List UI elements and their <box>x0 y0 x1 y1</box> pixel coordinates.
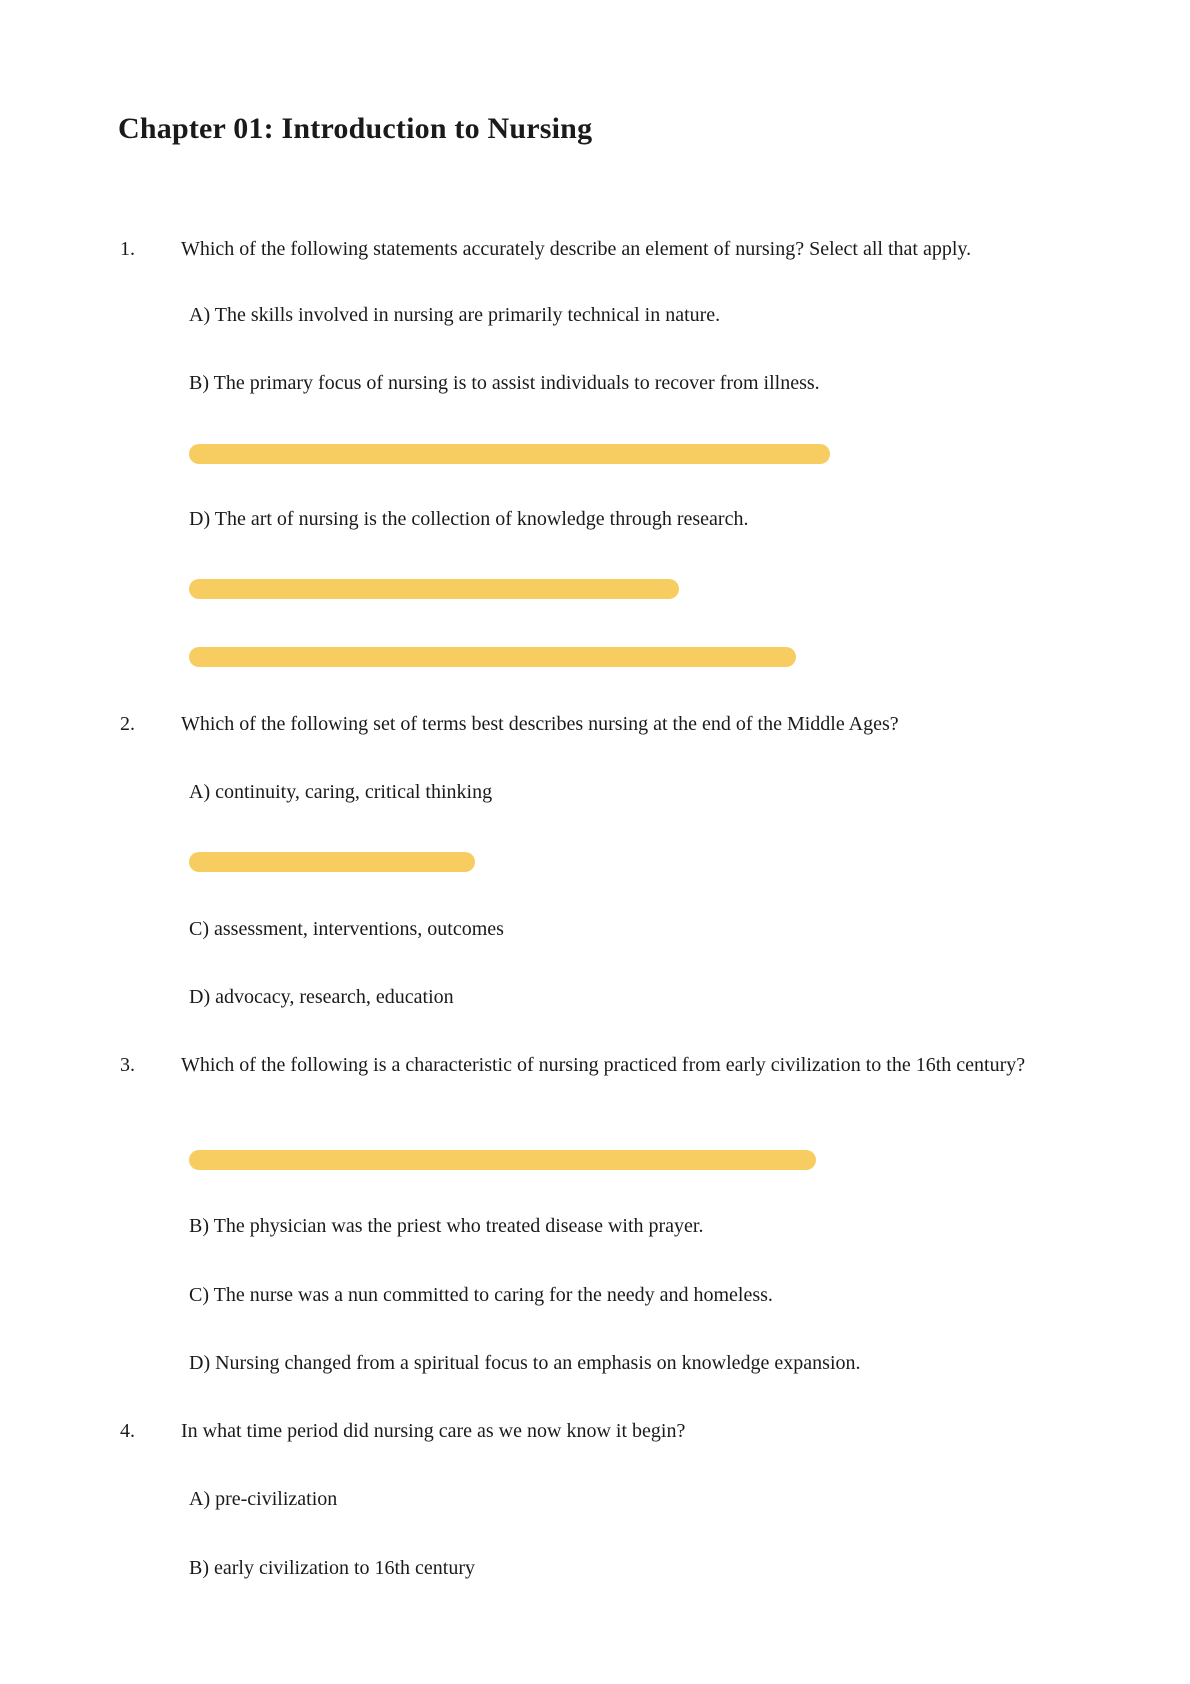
answer-option: D) advocacy, research, education <box>189 986 454 1008</box>
question-number: 4. <box>120 1420 135 1442</box>
answer-option: D) The art of nursing is the collection of knowledge through research. <box>189 508 749 530</box>
answer-option: C) assessment, interventions, outcomes <box>189 918 504 940</box>
question-text: Which of the following is a characteristic of nursing practiced from early civilization to the 16th century? <box>181 1054 1026 1076</box>
document-title: Chapter 01: Introduction to Nursing <box>118 112 593 145</box>
highlighted-answer <box>189 579 679 599</box>
answer-option: D) Nursing changed from a spiritual focus to an emphasis on knowledge expansion. <box>189 1352 861 1374</box>
answer-option: B) The physician was the priest who treated disease with prayer. <box>189 1215 704 1237</box>
highlighted-answer <box>189 852 475 872</box>
answer-option: A) The skills involved in nursing are primarily technical in nature. <box>189 304 721 326</box>
answer-option: A) pre-civilization <box>189 1488 338 1510</box>
question-text: Which of the following statements accurately describe an element of nursing? Select all that apply. <box>181 238 972 260</box>
question-number: 3. <box>120 1054 135 1076</box>
highlighted-answer <box>189 444 830 464</box>
question-number: 1. <box>120 238 135 260</box>
answer-option: B) early civilization to 16th century <box>189 1557 476 1579</box>
question-number: 2. <box>120 713 135 735</box>
answer-option: A) continuity, caring, critical thinking <box>189 781 493 803</box>
answer-option: C) The nurse was a nun committed to caring for the needy and homeless. <box>189 1284 773 1306</box>
question-text: In what time period did nursing care as we now know it begin? <box>181 1420 686 1442</box>
highlighted-answer <box>189 1150 816 1170</box>
answer-option: B) The primary focus of nursing is to assist individuals to recover from illness. <box>189 372 820 394</box>
highlighted-answer <box>189 647 796 667</box>
question-text: Which of the following set of terms best describes nursing at the end of the Middle Ages? <box>181 713 899 735</box>
